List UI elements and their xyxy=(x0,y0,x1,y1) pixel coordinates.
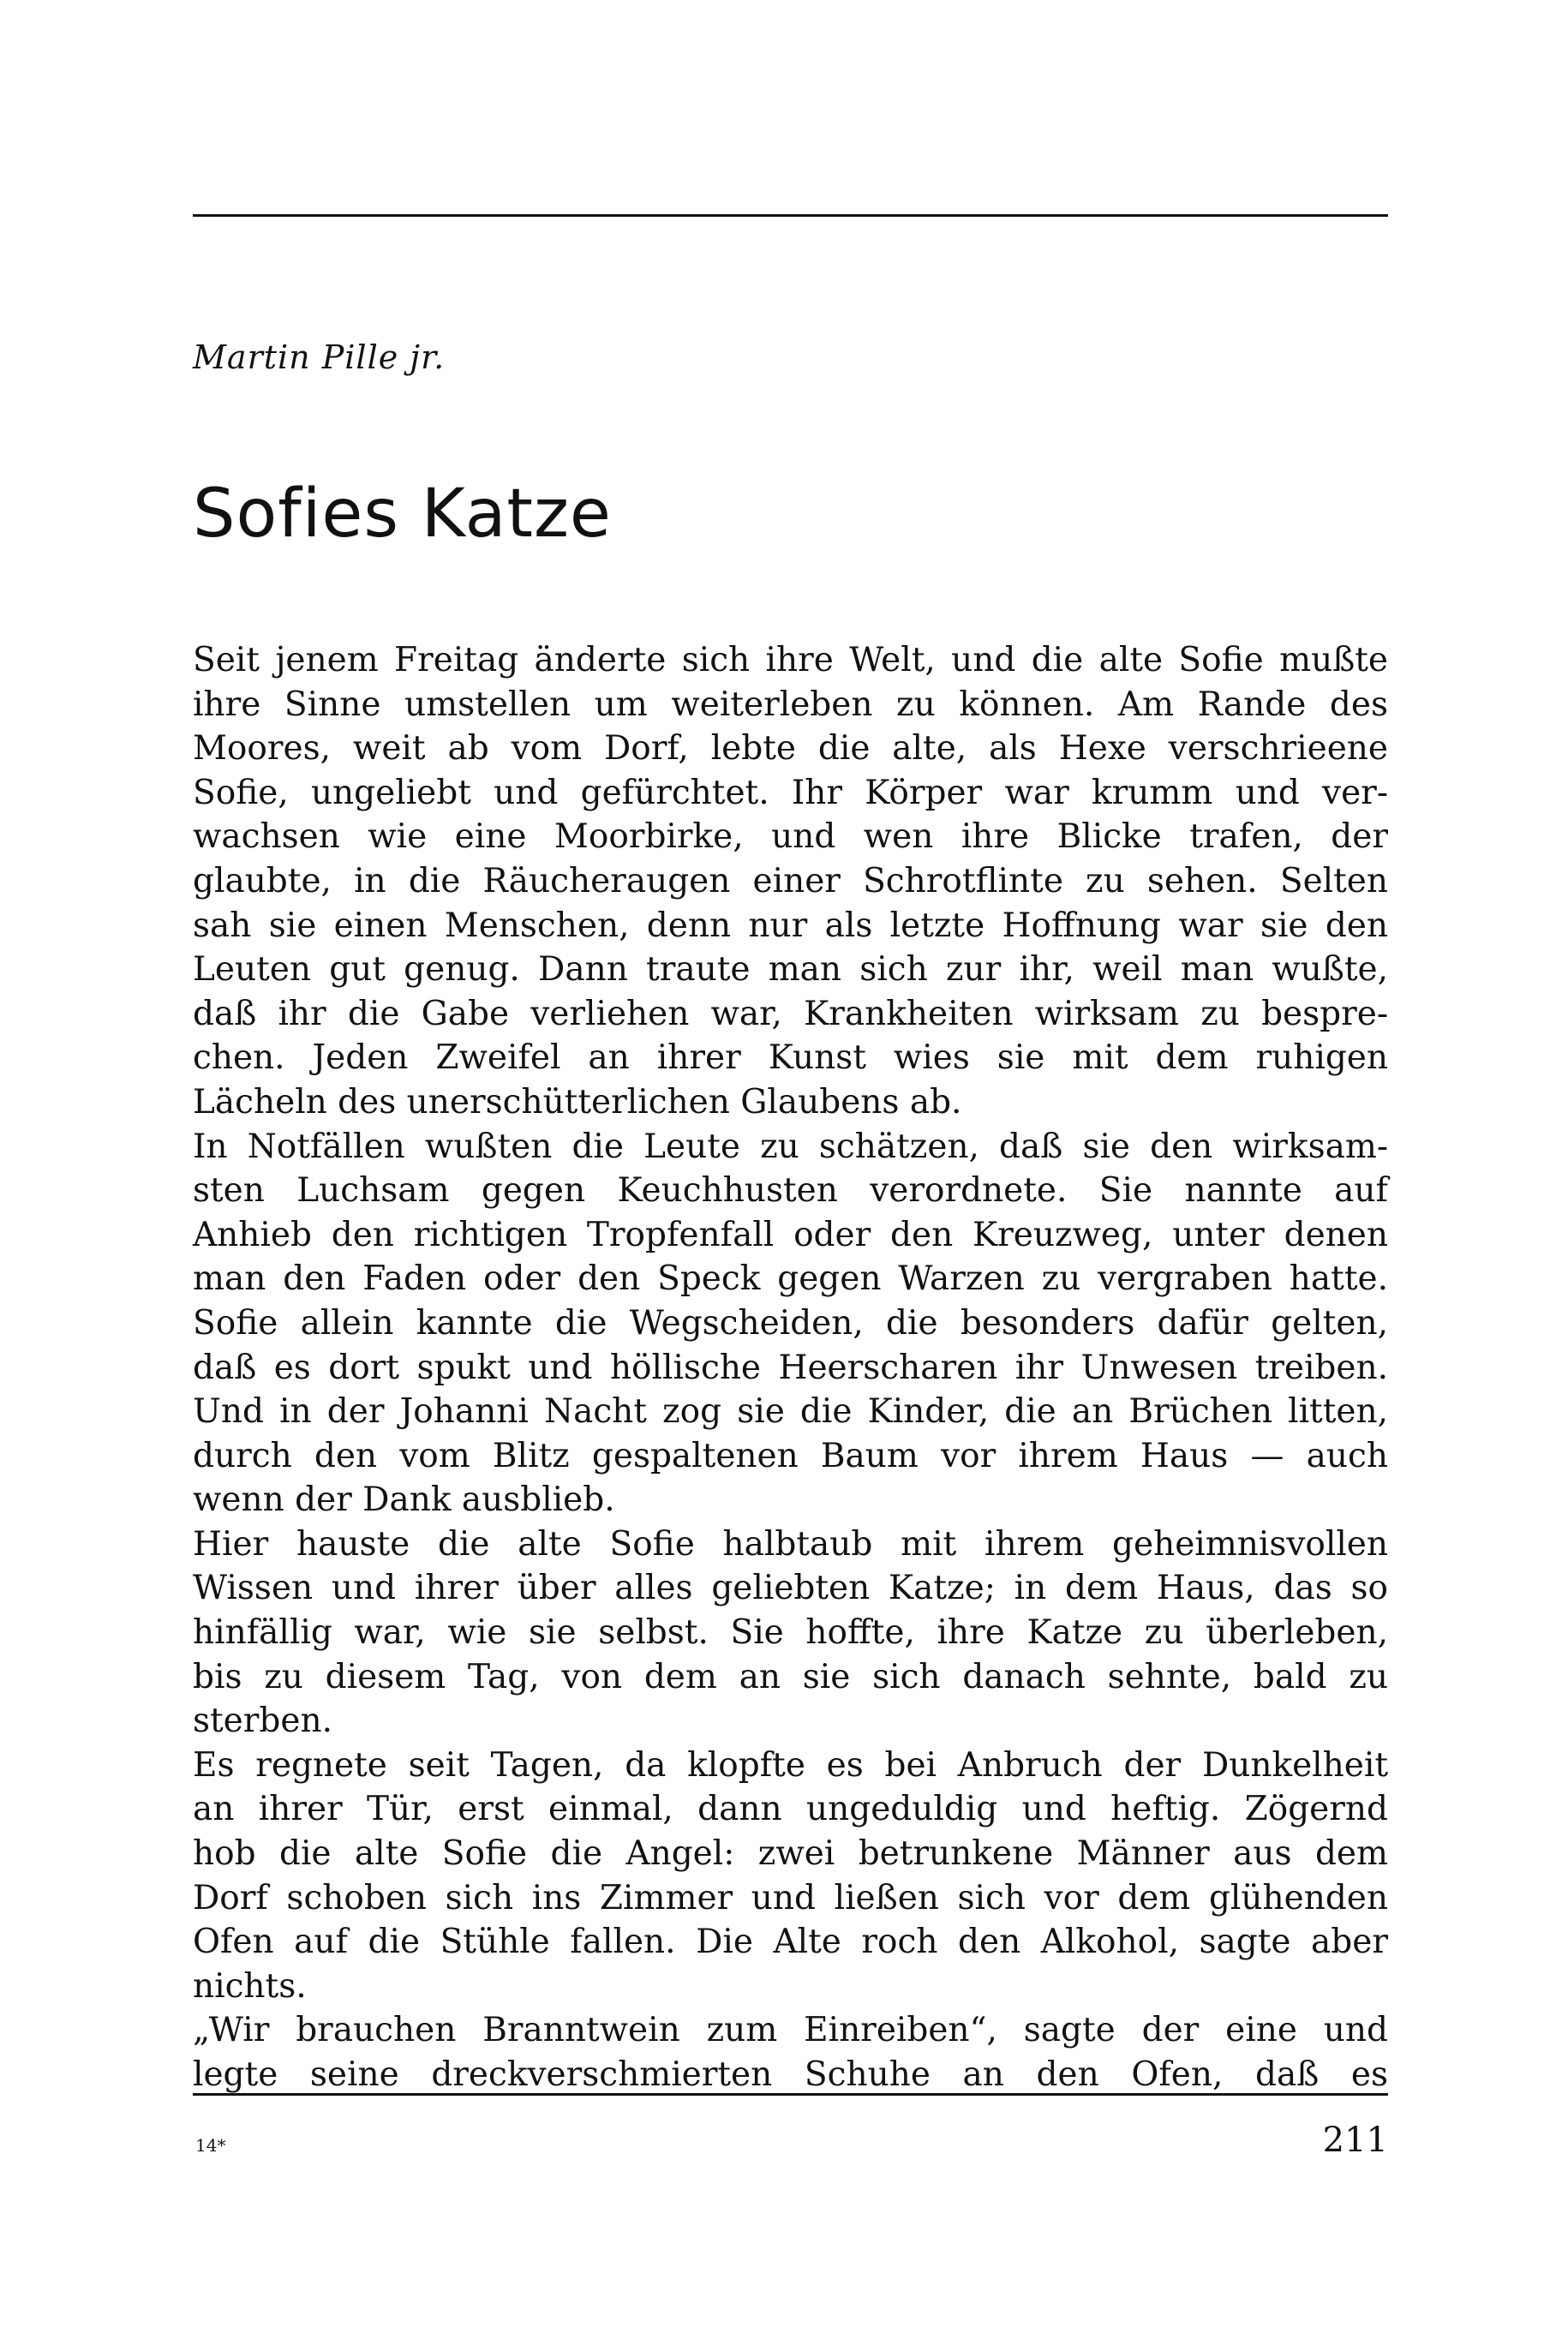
text-line: Seit jenem Freitag änderte sich ihre Welt, und die alte Sofie mußte xyxy=(193,641,1388,679)
text-line: Sofie allein kannte die Wegscheiden, die besonders dafür gelten, xyxy=(193,1303,1388,1343)
author-name: Martin Pille jr. xyxy=(193,338,446,376)
text-line: Ofen auf die Stühle fallen. Die Alte roch den Alkohol, sagte aber xyxy=(193,1923,1388,1962)
text-line: Moores, weit ab vom Dorf, lebte die alte, als Hexe verschrieene xyxy=(193,729,1388,769)
bottom-rule xyxy=(193,2093,1388,2096)
text-line: „Wir brauchen Branntwein zum Einreiben“, sagte der eine und xyxy=(193,2011,1388,2050)
text-line: sten Luchsam gegen Keuchhusten verordnete. Sie nannte auf xyxy=(193,1171,1388,1211)
text-line: hob die alte Sofie die Angel: zwei betrunkene Männer aus dem xyxy=(193,1834,1388,1874)
story-title: Sofies Katze xyxy=(193,476,612,553)
text-line: durch den vom Blitz gespaltenen Baum vor ihrem Haus — auch xyxy=(193,1436,1388,1475)
text-line: Leuten gut genug. Dann traute man sich zur ihr, weil man wußte, xyxy=(193,950,1388,990)
story-body xyxy=(193,638,1388,2097)
text-line: Und in der Johanni Nacht zog sie die Kinder, die an Brüchen litten, xyxy=(193,1392,1388,1432)
text-line: In Notfällen wußten die Leute zu schätzen, daß sie den wirksam- xyxy=(193,1127,1388,1166)
text-line: wachsen wie eine Moorbirke, und wen ihre Blicke trafen, der xyxy=(193,817,1388,857)
text-line: legte seine dreckverschmierten Schuhe an den Ofen, daß es xyxy=(193,2055,1388,2094)
text-line: hinfällig war, wie sie selbst. Sie hoffte, ihre Katze zu überleben, xyxy=(193,1613,1388,1653)
text-line: Hier hauste die alte Sofie halbtaub mit ihrem geheimnisvollen xyxy=(193,1524,1388,1564)
text-line: Wissen und ihrer über alles geliebten Katze; in dem Haus, das so xyxy=(193,1569,1388,1608)
text-line: nichts. xyxy=(193,1966,307,2006)
text-line: Sofie, ungeliebt und gefürchtet. Ihr Körper war krumm und ver- xyxy=(193,773,1388,812)
text-line: wenn der Dank ausblieb. xyxy=(193,1481,615,1520)
text-line: glaubte, in die Räucheraugen einer Schrotflinte zu sehen. Selten xyxy=(193,861,1388,900)
text-line: chen. Jeden Zweifel an ihrer Kunst wies sie mit dem ruhigen xyxy=(193,1038,1388,1078)
text-line: Anhieb den richtigen Tropfenfall oder den Kreuzweg, unter denen xyxy=(193,1215,1388,1254)
text-line: sah sie einen Menschen, denn nur als letzte Hoffnung war sie den xyxy=(193,906,1388,945)
text-line: ihre Sinne umstellen um weiterleben zu können. Am Rande des xyxy=(193,685,1388,724)
signature-mark: 14* xyxy=(195,2135,226,2156)
text-line: an ihrer Tür, erst einmal, dann ungeduldig und heftig. Zögernd xyxy=(193,1790,1388,1829)
text-line: bis zu diesem Tag, von dem an sie sich danach sehnte, bald zu xyxy=(193,1657,1388,1696)
text-line: daß es dort spukt und höllische Heerscharen ihr Unwesen treiben. xyxy=(193,1348,1388,1387)
text-line: man den Faden oder den Speck gegen Warzen zu vergraben hatte. xyxy=(193,1259,1388,1299)
text-line: Es regnete seit Tagen, da klopfte es bei Anbruch der Dunkelheit xyxy=(193,1745,1388,1785)
text-line: Dorf schoben sich ins Zimmer und ließen sich vor dem glühenden xyxy=(193,1878,1388,1917)
text-line: sterben. xyxy=(193,1702,332,1741)
text-line: Lächeln des unerschütterlichen Glaubens ab. xyxy=(193,1082,962,1122)
top-rule xyxy=(193,214,1388,217)
text-line: daß ihr die Gabe verliehen war, Krankheiten wirksam zu bespre- xyxy=(193,994,1388,1033)
page-number: 211 xyxy=(1322,2121,1388,2160)
